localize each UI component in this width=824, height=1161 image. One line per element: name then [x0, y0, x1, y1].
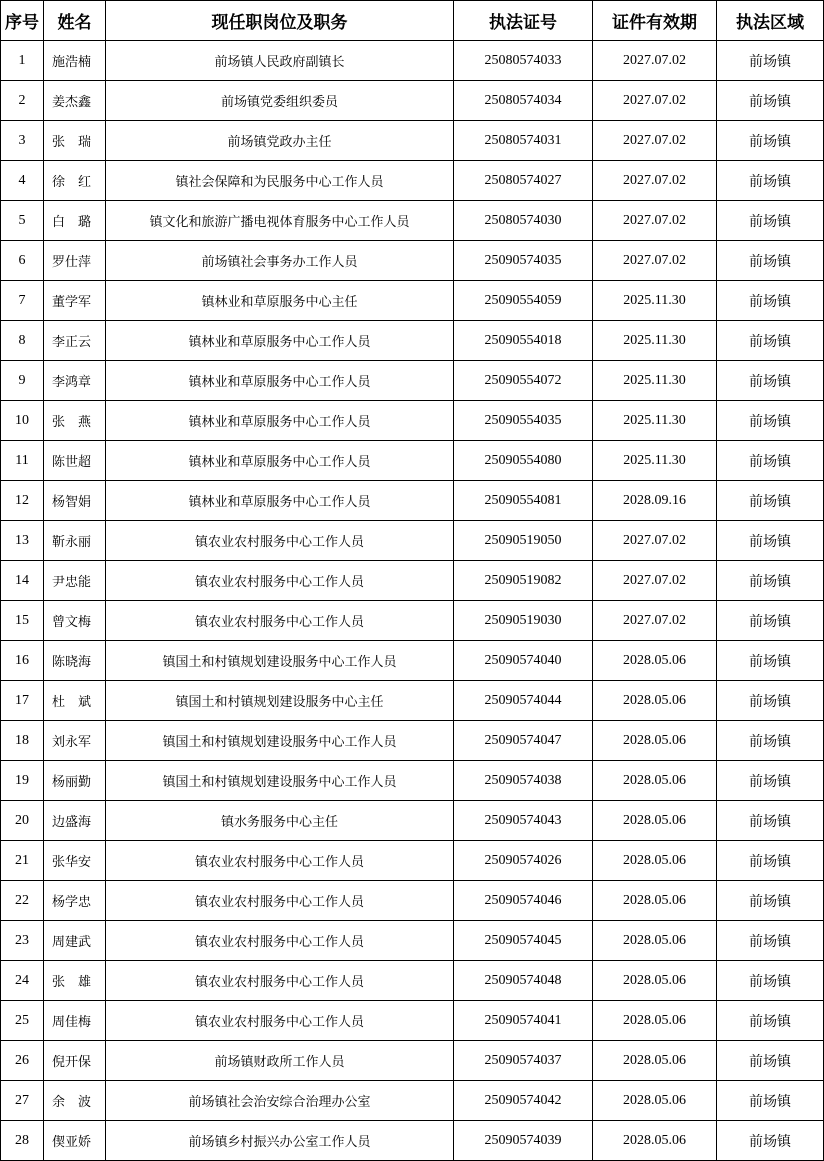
- cell-cert-no: 25090554018: [454, 321, 593, 361]
- cell-area: 前场镇: [717, 161, 824, 201]
- cell-position: 镇林业和草原服务中心工作人员: [106, 481, 454, 521]
- cell-index: 5: [1, 201, 44, 241]
- cell-area: 前场镇: [717, 1001, 824, 1041]
- cell-cert-no: 25090554059: [454, 281, 593, 321]
- header-cert-no: 执法证号: [454, 1, 593, 41]
- table-row: [1, 241, 824, 281]
- cell-index: 3: [1, 121, 44, 161]
- table-row: [1, 281, 824, 321]
- cell-name: 周建武: [44, 921, 106, 961]
- cell-name: 董学军: [44, 281, 106, 321]
- cell-index: 17: [1, 681, 44, 721]
- cell-position: 前场镇乡村振兴办公室工作人员: [106, 1121, 454, 1161]
- cell-area: 前场镇: [717, 281, 824, 321]
- cell-valid-until: 2025.11.30: [593, 441, 717, 481]
- cell-cert-no: 25090554035: [454, 401, 593, 441]
- cell-name: 陈世超: [44, 441, 106, 481]
- cell-index: 18: [1, 721, 44, 761]
- cell-cert-no: 25090574042: [454, 1081, 593, 1121]
- cell-cert-no: 25090574046: [454, 881, 593, 921]
- cell-cert-no: 25080574027: [454, 161, 593, 201]
- cell-valid-until: 2027.07.02: [593, 521, 717, 561]
- cell-position: 前场镇财政所工作人员: [106, 1041, 454, 1081]
- cell-valid-until: 2027.07.02: [593, 601, 717, 641]
- cell-valid-until: 2028.05.06: [593, 921, 717, 961]
- cell-cert-no: 25090574040: [454, 641, 593, 681]
- table-row: [1, 521, 824, 561]
- table-row: [1, 321, 824, 361]
- cell-valid-until: 2025.11.30: [593, 321, 717, 361]
- cell-valid-until: 2028.05.06: [593, 1121, 717, 1161]
- cell-index: 22: [1, 881, 44, 921]
- cell-index: 26: [1, 1041, 44, 1081]
- cell-cert-no: 25090519082: [454, 561, 593, 601]
- table-row: [1, 1041, 824, 1081]
- cell-cert-no: 25090554080: [454, 441, 593, 481]
- table-row: [1, 761, 824, 801]
- cell-position: 镇林业和草原服务中心工作人员: [106, 321, 454, 361]
- cell-valid-until: 2027.07.02: [593, 41, 717, 81]
- cell-cert-no: 25090519030: [454, 601, 593, 641]
- cell-valid-until: 2027.07.02: [593, 121, 717, 161]
- cell-cert-no: 25090574037: [454, 1041, 593, 1081]
- cell-index: 21: [1, 841, 44, 881]
- cell-position: 镇林业和草原服务中心工作人员: [106, 441, 454, 481]
- cell-cert-no: 25080574031: [454, 121, 593, 161]
- cell-cert-no: 25090574026: [454, 841, 593, 881]
- cell-position: 镇国土和村镇规划建设服务中心主任: [106, 681, 454, 721]
- cell-index: 11: [1, 441, 44, 481]
- cell-name: 尹忠能: [44, 561, 106, 601]
- cell-name: 姜杰鑫: [44, 81, 106, 121]
- cell-position: 镇文化和旅游广播电视体育服务中心工作人员: [106, 201, 454, 241]
- cell-cert-no: 25090574035: [454, 241, 593, 281]
- cell-area: 前场镇: [717, 921, 824, 961]
- cell-position: 镇国土和村镇规划建设服务中心工作人员: [106, 761, 454, 801]
- cell-area: 前场镇: [717, 81, 824, 121]
- cell-area: 前场镇: [717, 201, 824, 241]
- cell-index: 19: [1, 761, 44, 801]
- cell-index: 9: [1, 361, 44, 401]
- cell-name: 余 波: [44, 1081, 106, 1121]
- cell-index: 24: [1, 961, 44, 1001]
- cell-valid-until: 2028.05.06: [593, 1041, 717, 1081]
- cell-valid-until: 2028.05.06: [593, 961, 717, 1001]
- cell-valid-until: 2027.07.02: [593, 81, 717, 121]
- cell-valid-until: 2027.07.02: [593, 201, 717, 241]
- table-row: [1, 41, 824, 81]
- header-name: 姓名: [44, 1, 106, 41]
- header-index: 序号: [1, 1, 44, 41]
- cell-area: 前场镇: [717, 521, 824, 561]
- table-row: [1, 881, 824, 921]
- cell-area: 前场镇: [717, 241, 824, 281]
- table-row: [1, 801, 824, 841]
- cell-index: 15: [1, 601, 44, 641]
- cell-name: 边盛海: [44, 801, 106, 841]
- cell-name: 徐 红: [44, 161, 106, 201]
- table-row: [1, 1121, 824, 1161]
- cell-index: 7: [1, 281, 44, 321]
- cell-name: 李鸿章: [44, 361, 106, 401]
- cell-position: 镇林业和草原服务中心工作人员: [106, 361, 454, 401]
- cell-valid-until: 2028.05.06: [593, 761, 717, 801]
- cell-area: 前场镇: [717, 401, 824, 441]
- cell-cert-no: 25080574034: [454, 81, 593, 121]
- cell-name: 周佳梅: [44, 1001, 106, 1041]
- cell-index: 4: [1, 161, 44, 201]
- table-row: [1, 921, 824, 961]
- cell-position: 镇农业农村服务中心工作人员: [106, 841, 454, 881]
- cell-cert-no: 25090574041: [454, 1001, 593, 1041]
- cell-index: 27: [1, 1081, 44, 1121]
- cell-cert-no: 25090519050: [454, 521, 593, 561]
- cell-index: 13: [1, 521, 44, 561]
- table-row: [1, 1081, 824, 1121]
- cell-valid-until: 2028.05.06: [593, 881, 717, 921]
- cell-position: 前场镇社会治安综合治理办公室: [106, 1081, 454, 1121]
- cell-index: 12: [1, 481, 44, 521]
- cell-index: 25: [1, 1001, 44, 1041]
- cell-valid-until: 2028.05.06: [593, 1001, 717, 1041]
- cell-area: 前场镇: [717, 41, 824, 81]
- cell-area: 前场镇: [717, 801, 824, 841]
- cell-index: 10: [1, 401, 44, 441]
- cell-position: 镇社会保障和为民服务中心工作人员: [106, 161, 454, 201]
- cell-area: 前场镇: [717, 841, 824, 881]
- cell-position: 前场镇社会事务办工作人员: [106, 241, 454, 281]
- cell-index: 23: [1, 921, 44, 961]
- cell-valid-until: 2027.07.02: [593, 241, 717, 281]
- header-area: 执法区域: [717, 1, 824, 41]
- table-row: [1, 601, 824, 641]
- header-valid-until: 证件有效期: [593, 1, 717, 41]
- cell-area: 前场镇: [717, 641, 824, 681]
- cell-index: 20: [1, 801, 44, 841]
- cell-position: 镇农业农村服务中心工作人员: [106, 921, 454, 961]
- cell-area: 前场镇: [717, 1081, 824, 1121]
- cell-valid-until: 2028.05.06: [593, 841, 717, 881]
- cell-name: 陈晓海: [44, 641, 106, 681]
- cell-name: 刘永军: [44, 721, 106, 761]
- cell-area: 前场镇: [717, 1041, 824, 1081]
- table-row: [1, 961, 824, 1001]
- cell-valid-until: 2028.05.06: [593, 681, 717, 721]
- cell-name: 李正云: [44, 321, 106, 361]
- table-row: [1, 1001, 824, 1041]
- cell-index: 1: [1, 41, 44, 81]
- cell-position: 镇林业和草原服务中心工作人员: [106, 401, 454, 441]
- cell-name: 靳永丽: [44, 521, 106, 561]
- cell-position: 镇农业农村服务中心工作人员: [106, 601, 454, 641]
- cell-index: 28: [1, 1121, 44, 1161]
- cell-position: 镇国土和村镇规划建设服务中心工作人员: [106, 721, 454, 761]
- cell-area: 前场镇: [717, 441, 824, 481]
- cell-name: 白 璐: [44, 201, 106, 241]
- cell-name: 张 瑞: [44, 121, 106, 161]
- table-row: [1, 161, 824, 201]
- cell-area: 前场镇: [717, 881, 824, 921]
- cell-name: 杨智娟: [44, 481, 106, 521]
- table-row: [1, 81, 824, 121]
- cell-cert-no: 25090574038: [454, 761, 593, 801]
- cell-name: 张 燕: [44, 401, 106, 441]
- cell-cert-no: 25080574030: [454, 201, 593, 241]
- cell-cert-no: 25090574045: [454, 921, 593, 961]
- table-row: [1, 481, 824, 521]
- cell-cert-no: 25090574044: [454, 681, 593, 721]
- cell-valid-until: 2025.11.30: [593, 361, 717, 401]
- cell-position: 镇农业农村服务中心工作人员: [106, 881, 454, 921]
- cell-area: 前场镇: [717, 561, 824, 601]
- cell-name: 施浩楠: [44, 41, 106, 81]
- cell-cert-no: 25090574048: [454, 961, 593, 1001]
- table-row: [1, 361, 824, 401]
- cell-cert-no: 25080574033: [454, 41, 593, 81]
- cell-index: 16: [1, 641, 44, 681]
- cell-valid-until: 2028.05.06: [593, 641, 717, 681]
- cell-area: 前场镇: [717, 601, 824, 641]
- table-row: [1, 681, 824, 721]
- cell-name: 倪开保: [44, 1041, 106, 1081]
- cell-cert-no: 25090574047: [454, 721, 593, 761]
- cell-area: 前场镇: [717, 721, 824, 761]
- cell-area: 前场镇: [717, 681, 824, 721]
- cell-index: 14: [1, 561, 44, 601]
- cell-name: 杜 斌: [44, 681, 106, 721]
- header-position: 现任职岗位及职务: [106, 1, 454, 41]
- cell-name: 曾文梅: [44, 601, 106, 641]
- cell-name: 偰亚娇: [44, 1121, 106, 1161]
- cell-position: 镇国土和村镇规划建设服务中心工作人员: [106, 641, 454, 681]
- cell-valid-until: 2027.07.02: [593, 561, 717, 601]
- cell-index: 8: [1, 321, 44, 361]
- table-row: [1, 841, 824, 881]
- cell-position: 镇农业农村服务中心工作人员: [106, 1001, 454, 1041]
- cell-name: 张 雄: [44, 961, 106, 1001]
- cell-valid-until: 2028.05.06: [593, 801, 717, 841]
- cell-valid-until: 2028.09.16: [593, 481, 717, 521]
- cell-position: 镇水务服务中心主任: [106, 801, 454, 841]
- cell-valid-until: 2028.05.06: [593, 1081, 717, 1121]
- cell-position: 前场镇党委组织委员: [106, 81, 454, 121]
- cell-name: 罗仕萍: [44, 241, 106, 281]
- cell-valid-until: 2028.05.06: [593, 721, 717, 761]
- table-row: [1, 121, 824, 161]
- cell-cert-no: 25090574043: [454, 801, 593, 841]
- cell-valid-until: 2025.11.30: [593, 401, 717, 441]
- table-row: [1, 441, 824, 481]
- cell-name: 张华安: [44, 841, 106, 881]
- cell-position: 镇农业农村服务中心工作人员: [106, 561, 454, 601]
- cell-name: 杨丽勤: [44, 761, 106, 801]
- cell-cert-no: 25090554072: [454, 361, 593, 401]
- cell-position: 前场镇党政办主任: [106, 121, 454, 161]
- cell-cert-no: 25090554081: [454, 481, 593, 521]
- table-header-row: [1, 1, 824, 41]
- cell-position: 镇农业农村服务中心工作人员: [106, 521, 454, 561]
- table-body: [1, 41, 824, 1161]
- cell-position: 前场镇人民政府副镇长: [106, 41, 454, 81]
- cell-area: 前场镇: [717, 481, 824, 521]
- cell-valid-until: 2027.07.02: [593, 161, 717, 201]
- table-row: [1, 641, 824, 681]
- cell-area: 前场镇: [717, 1121, 824, 1161]
- cell-area: 前场镇: [717, 961, 824, 1001]
- cell-area: 前场镇: [717, 761, 824, 801]
- cell-name: 杨学忠: [44, 881, 106, 921]
- cell-position: 镇林业和草原服务中心主任: [106, 281, 454, 321]
- cell-cert-no: 25090574039: [454, 1121, 593, 1161]
- table-row: [1, 561, 824, 601]
- cell-area: 前场镇: [717, 321, 824, 361]
- table-row: [1, 401, 824, 441]
- table-row: [1, 201, 824, 241]
- table-row: [1, 721, 824, 761]
- cell-area: 前场镇: [717, 361, 824, 401]
- cell-area: 前场镇: [717, 121, 824, 161]
- cell-index: 2: [1, 81, 44, 121]
- cell-valid-until: 2025.11.30: [593, 281, 717, 321]
- cell-position: 镇农业农村服务中心工作人员: [106, 961, 454, 1001]
- cell-index: 6: [1, 241, 44, 281]
